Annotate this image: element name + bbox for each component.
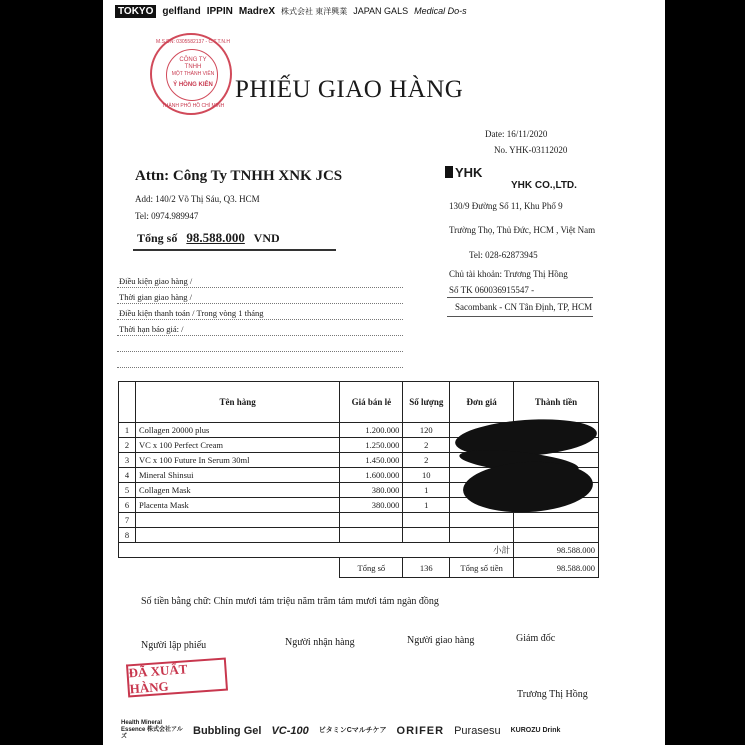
table-row: 5 Collagen Mask 380.000 1 bbox=[119, 483, 599, 498]
table-row: 3 VC x 100 Future In Serum 30ml 1.450.000 2 bbox=[119, 453, 599, 468]
col-header: Thành tiền bbox=[514, 382, 599, 423]
total-currency: VND bbox=[253, 231, 280, 245]
brand-logo: IPPIN bbox=[206, 5, 233, 17]
col-header: Số lượng bbox=[403, 382, 450, 423]
signature-label: Người lập phiếu bbox=[141, 640, 207, 651]
amount-in-words: Số tiền bằng chữ: Chín mươi tám triệu năm trăm tám mươi tám ngàn đồng bbox=[141, 596, 439, 607]
col-header: Đơn giá bbox=[450, 382, 514, 423]
table-row: 7 bbox=[119, 513, 599, 528]
bottom-brand-bar bbox=[103, 716, 665, 745]
brand-logo: ビタミンCマルチケア bbox=[318, 727, 387, 734]
signature-label: Người giao hàng bbox=[407, 635, 475, 646]
item-price: 1.250.000 bbox=[340, 438, 403, 453]
signature-label: Người nhận hàng bbox=[285, 637, 355, 648]
item-name: VC x 100 Perfect Cream bbox=[135, 438, 339, 453]
table-row: 1 Collagen 20000 plus 1.200.000 120 bbox=[119, 423, 599, 438]
table-footer-row bbox=[119, 558, 599, 578]
item-name: VC x 100 Future In Serum 30ml bbox=[135, 453, 339, 468]
condition-line: Thời gian giao hàng / bbox=[119, 292, 192, 302]
subtotal-value: 98.588.000 bbox=[514, 543, 599, 558]
top-brand-bar bbox=[103, 0, 665, 22]
yhk-logo: YHK bbox=[445, 165, 482, 180]
brand-logo: Purasesu bbox=[454, 724, 501, 737]
document-date: Date: 16/11/2020 bbox=[485, 129, 548, 139]
condition-line: Điều kiện thanh toán / Trong vòng 1 tháng bbox=[119, 308, 264, 318]
item-price: 1.600.000 bbox=[340, 468, 403, 483]
item-qty: 2 bbox=[403, 453, 450, 468]
item-name: Mineral Shinsui bbox=[135, 468, 339, 483]
table-row: 8 bbox=[119, 528, 599, 543]
item-name: Placenta Mask bbox=[135, 498, 339, 513]
item-qty: 2 bbox=[403, 438, 450, 453]
document-title: PHIẾU GIAO HÀNG bbox=[235, 76, 464, 103]
seal-text: CÔNG TY bbox=[179, 57, 207, 63]
table-row: 4 Mineral Shinsui 1.600.000 10 bbox=[119, 468, 599, 483]
condition-line: Điều kiện giao hàng / bbox=[119, 276, 193, 286]
shipped-stamp: ĐÃ XUẤT HÀNG bbox=[126, 658, 228, 698]
subtotal-row bbox=[119, 543, 599, 558]
condition-line: Thời hạn báo giá: / bbox=[119, 324, 184, 334]
footer-qty-label: Tổng số bbox=[340, 558, 403, 578]
brand-logo: Medical Do-s bbox=[414, 6, 467, 16]
supplier-name: YHK CO.,LTD. bbox=[511, 180, 577, 191]
col-header: Tên hàng bbox=[135, 382, 339, 423]
seal-text: TNHH bbox=[184, 64, 202, 70]
brand-logo: gelfland bbox=[162, 5, 201, 17]
item-price: 380.000 bbox=[340, 498, 403, 513]
brand-logo: JAPAN GALS bbox=[353, 6, 409, 16]
item-price: 380.000 bbox=[340, 483, 403, 498]
col-header: Giá bán lẻ bbox=[340, 382, 403, 423]
total-underline bbox=[133, 249, 336, 251]
table-header-row bbox=[119, 382, 599, 423]
signature-label: Giám đốc bbox=[516, 633, 556, 644]
brand-logo: VC-100 bbox=[271, 724, 309, 737]
brand-logo: Health Mineral Essence 株式会社アルズ bbox=[121, 720, 183, 740]
recipient-address: Add: 140/2 Võ Thị Sáu, Q3. HCM bbox=[135, 194, 260, 204]
total-label: Tổng số bbox=[137, 231, 178, 245]
seal-ring-text: THÀNH PHỐ HỒ CHÍ MINH bbox=[161, 103, 225, 109]
item-qty: 1 bbox=[403, 498, 450, 513]
director-name: Trương Thị Hồng bbox=[517, 689, 588, 700]
recipient-name: Attn: Công Ty TNHH XNK JCS bbox=[135, 168, 343, 184]
brand-logo: KUROZU Drink bbox=[510, 727, 561, 734]
total-summary bbox=[137, 230, 280, 246]
seal-text: MỘT THÀNH VIÊN bbox=[171, 71, 215, 77]
footer-amount-label: Tổng số tiền bbox=[450, 558, 514, 578]
brand-logo: Bubbling Gel bbox=[193, 724, 262, 737]
footer-qty: 136 bbox=[403, 558, 450, 578]
table-row: 6 Placenta Mask 380.000 1 bbox=[119, 498, 599, 513]
company-seal bbox=[150, 33, 232, 115]
item-price: 1.450.000 bbox=[340, 453, 403, 468]
item-qty: 10 bbox=[403, 468, 450, 483]
bank-name: Sacombank - CN Tân Định, TP, HCM bbox=[455, 302, 593, 312]
item-qty: 120 bbox=[403, 423, 450, 438]
brand-logo: MadreX bbox=[238, 5, 275, 17]
brand-logo: ORIFER bbox=[396, 724, 445, 737]
recipient-phone: Tel: 0974.989947 bbox=[135, 211, 199, 221]
subtotal-label: 小計 bbox=[119, 543, 514, 558]
supplier-phone: Tel: 028-62873945 bbox=[469, 250, 538, 260]
delivery-note-page bbox=[103, 0, 665, 745]
brand-logo: TOKYO bbox=[115, 5, 156, 18]
seal-text: Ý HỒNG KIÊN bbox=[173, 82, 213, 88]
account-holder: Chủ tài khoản: Trương Thị Hồng bbox=[449, 269, 568, 279]
seal-ring-text: M.S.DN: 0305582137 - C.T.T.N.H bbox=[156, 39, 230, 45]
item-price: 1.200.000 bbox=[340, 423, 403, 438]
supplier-address-line: Trường Thọ, Thủ Đức, HCM , Việt Nam bbox=[449, 225, 596, 235]
document-number: No. YHK-03112020 bbox=[494, 145, 568, 155]
item-qty: 1 bbox=[403, 483, 450, 498]
brand-logo: 株式会社 東洋興業 bbox=[280, 6, 348, 16]
footer-amount: 98.588.000 bbox=[514, 558, 599, 578]
table-row: 2 VC x 100 Perfect Cream 1.250.000 2 bbox=[119, 438, 599, 453]
account-number: Số TK 060036915547 - bbox=[449, 285, 535, 295]
item-name: Collagen 20000 plus bbox=[135, 423, 339, 438]
total-value: 98.588.000 bbox=[186, 230, 245, 245]
item-name: Collagen Mask bbox=[135, 483, 339, 498]
supplier-address-line: 130/9 Đường Số 11, Khu Phố 9 bbox=[449, 201, 563, 211]
